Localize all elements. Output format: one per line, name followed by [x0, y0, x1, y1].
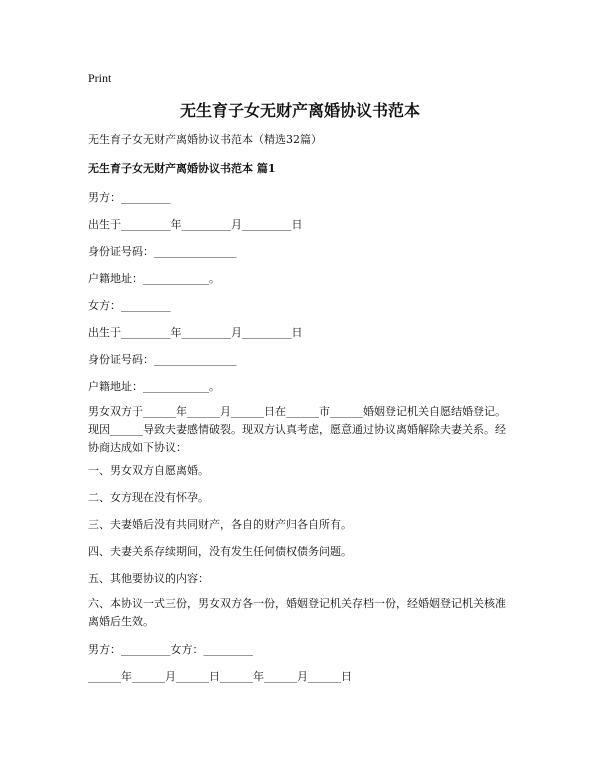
husband-id-line: 身份证号码：_______________ — [88, 245, 237, 258]
date-line: ______年______月______日______年______月______日 — [88, 670, 352, 683]
clause-6: 六、本协议一式三份，男女双方各一份，婚姻登记机关存档一份，经婚姻登记机关核准离婚后生效。 — [88, 597, 506, 628]
document-subtitle: 无生育子女无财产离婚协议书范本（精选32篇） — [88, 133, 322, 146]
wife-id-line: 身份证号码：_______________ — [88, 353, 237, 366]
clause-3: 三、夫妻婚后没有共同财产，各自的财产归各自所有。 — [88, 518, 352, 531]
wife-name-line: 女方：_________ — [88, 299, 171, 312]
print-link[interactable]: Print — [88, 71, 112, 85]
section-heading: 无生育子女无财产离婚协议书范本 篇1 — [88, 162, 276, 175]
clause-2: 二、女方现在没有怀孕。 — [88, 491, 209, 504]
document-title: 无生育子女无财产离婚协议书范本 — [179, 101, 420, 120]
signature-line: 男方：_________女方：_________ — [88, 643, 253, 656]
clause-1: 一、男女双方自愿离婚。 — [88, 464, 209, 477]
husband-address-line: 户籍地址：____________。 — [88, 272, 220, 285]
husband-name-line: 男方：_________ — [88, 191, 171, 204]
husband-birth-line: 出生于_________年_________月_________日 — [88, 218, 303, 231]
wife-address-line: 户籍地址：____________。 — [88, 380, 220, 393]
marriage-paragraph: 男女双方于______年______月______日在______市______婚姻登记机关自愿结婚登记。现因______导致夫妻感情破裂。现双方认真考虑，愿意通过协议离婚解除夫妻关系。经协商达成如下协议： — [88, 405, 506, 454]
clause-5: 五、其他要协议的内容： — [88, 572, 209, 585]
clause-4: 四、夫妻关系存续期间，没有发生任何债权债务问题。 — [88, 545, 352, 558]
wife-birth-line: 出生于_________年_________月_________日 — [88, 326, 303, 339]
